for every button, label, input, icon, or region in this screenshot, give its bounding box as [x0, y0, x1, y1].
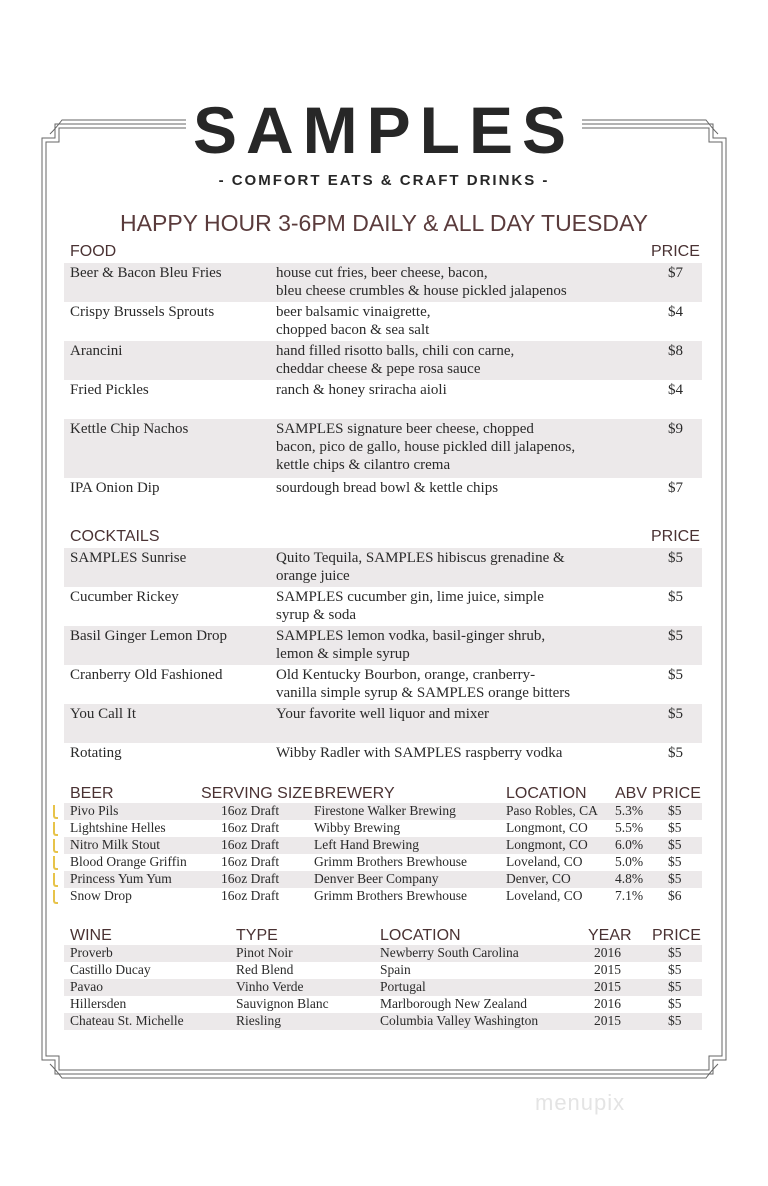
- item-name: Snow Drop: [70, 888, 132, 903]
- item-year: 2015: [594, 979, 621, 994]
- wine-type-heading: TYPE: [236, 927, 278, 944]
- item-description: SAMPLES cucumber gin, lime juice, simple: [276, 589, 544, 605]
- logo: SAMPLES: [192, 93, 576, 167]
- cocktails-item: [64, 665, 702, 704]
- item-price: $5: [668, 945, 682, 960]
- item-name: Castillo Ducay: [70, 962, 151, 977]
- wine-item: [64, 945, 702, 962]
- item-name: Basil Ginger Lemon Drop: [70, 628, 228, 644]
- item-size: 16oz Draft: [221, 888, 280, 903]
- beer-brewery-heading: BREWERY: [314, 785, 395, 802]
- wine-item: [64, 979, 702, 996]
- item-price: $7: [668, 480, 683, 496]
- item-price: $5: [668, 803, 682, 818]
- item-price: $4: [668, 304, 683, 320]
- item-description: Quito Tequila, SAMPLES hibiscus grenadine &: [276, 550, 565, 566]
- item-description: syrup & soda: [276, 607, 356, 623]
- item-brewery: Wibby Brewing: [314, 820, 401, 835]
- item-name: Cucumber Rickey: [70, 589, 179, 605]
- item-size: 16oz Draft: [221, 854, 280, 869]
- item-price: $5: [668, 628, 683, 644]
- beer-tap-icon: [53, 856, 58, 870]
- cocktails-item: [64, 548, 702, 587]
- item-name: Kettle Chip Nachos: [70, 421, 189, 437]
- item-location: Marlborough New Zealand: [380, 996, 527, 1011]
- item-name: Nitro Milk Stout: [70, 837, 161, 852]
- item-price: $5: [668, 667, 683, 683]
- item-location: Newberry South Carolina: [380, 945, 519, 960]
- item-location: Paso Robles, CA: [506, 803, 598, 818]
- item-name: Arancini: [70, 343, 123, 359]
- item-description: hand filled risotto balls, chili con carne,: [276, 343, 515, 359]
- item-price: $5: [668, 837, 682, 852]
- cocktails-item: [64, 626, 702, 665]
- beer-item: [64, 854, 702, 871]
- item-name: Crispy Brussels Sprouts: [70, 304, 215, 320]
- tagline: - COMFORT EATS & CRAFT DRINKS -: [218, 172, 550, 189]
- item-description: orange juice: [276, 568, 350, 584]
- item-description: Old Kentucky Bourbon, orange, cranberry-: [276, 667, 536, 683]
- item-name: Rotating: [70, 745, 122, 761]
- item-name: Beer & Bacon Bleu Fries: [70, 265, 222, 281]
- item-description: ranch & honey sriracha aioli: [276, 382, 447, 398]
- beer-tap-icon: [53, 890, 58, 904]
- wine-location-heading: LOCATION: [380, 927, 461, 944]
- beer-size-heading: SERVING SIZE: [201, 785, 313, 802]
- item-description: cheddar cheese & pepe rosa sauce: [276, 361, 481, 377]
- item-name: You Call It: [70, 706, 136, 722]
- food-item: [64, 478, 702, 517]
- item-description: beer balsamic vinaigrette,: [276, 304, 431, 320]
- wine-item: [64, 996, 702, 1013]
- item-price: $5: [668, 854, 682, 869]
- beer-item: [64, 820, 702, 837]
- item-location: Loveland, CO: [506, 888, 583, 903]
- item-description: house cut fries, beer cheese, bacon,: [276, 265, 488, 281]
- item-brewery: Firestone Walker Brewing: [314, 803, 456, 818]
- item-name: Proverb: [70, 945, 113, 960]
- item-type: Sauvignon Blanc: [236, 996, 329, 1011]
- beer-item: [64, 803, 702, 820]
- item-price: $5: [668, 550, 683, 566]
- wine-year-heading: YEAR: [588, 927, 632, 944]
- item-type: Vinho Verde: [236, 979, 304, 994]
- food-item: [64, 419, 702, 478]
- item-name: Cranberry Old Fashioned: [70, 667, 223, 683]
- item-name: SAMPLES Sunrise: [70, 550, 187, 566]
- item-abv: 4.8%: [615, 871, 644, 886]
- item-price: $5: [668, 962, 682, 977]
- item-name: Hillersden: [70, 996, 127, 1011]
- wine-heading: WINE: [70, 927, 112, 944]
- item-abv: 5.5%: [615, 820, 644, 835]
- item-price: $5: [668, 996, 682, 1011]
- item-location: Columbia Valley Washington: [380, 1013, 539, 1028]
- item-price: $8: [668, 343, 683, 359]
- item-description: lemon & simple syrup: [276, 646, 410, 662]
- item-description: vanilla simple syrup & SAMPLES orange bitters: [276, 685, 571, 701]
- item-name: Chateau St. Michelle: [70, 1013, 184, 1028]
- item-location: Loveland, CO: [506, 854, 583, 869]
- food-item: [64, 263, 702, 302]
- beer-item: [64, 871, 702, 888]
- item-name: Princess Yum Yum: [70, 871, 172, 886]
- item-type: Pinot Noir: [236, 945, 293, 960]
- food-item: [64, 380, 702, 419]
- item-description: bacon, pico de gallo, house pickled dill jalapenos,: [276, 439, 576, 455]
- beer-heading: BEER: [70, 785, 114, 802]
- item-year: 2016: [594, 996, 621, 1011]
- item-price: $5: [668, 589, 683, 605]
- item-name: Lightshine Helles: [70, 820, 166, 835]
- item-size: 16oz Draft: [221, 871, 280, 886]
- watermark: menupix: [535, 1090, 626, 1115]
- food-item: [64, 341, 702, 380]
- item-name: Blood Orange Griffin: [70, 854, 187, 869]
- beer-tap-icon: [53, 822, 58, 836]
- beer-price-heading: PRICE: [652, 785, 701, 802]
- beer-item: [64, 837, 702, 854]
- item-brewery: Grimm Brothers Brewhouse: [314, 888, 467, 903]
- wine-item: [64, 962, 702, 979]
- item-abv: 7.1%: [615, 888, 644, 903]
- food-item: [64, 302, 702, 341]
- item-price: $5: [668, 871, 682, 886]
- item-abv: 6.0%: [615, 837, 644, 852]
- beer-tap-icon: [53, 805, 58, 819]
- item-price: $5: [668, 1013, 682, 1028]
- item-location: Denver, CO: [506, 871, 571, 886]
- item-price: $5: [668, 820, 682, 835]
- item-year: 2016: [594, 945, 621, 960]
- happy-hour-title: HAPPY HOUR 3-6PM DAILY & ALL DAY TUESDAY: [120, 210, 648, 236]
- item-description: Your favorite well liquor and mixer: [276, 706, 490, 722]
- item-brewery: Left Hand Brewing: [314, 837, 419, 852]
- item-brewery: Grimm Brothers Brewhouse: [314, 854, 467, 869]
- cocktails-item: [64, 743, 702, 782]
- cocktails-heading: COCKTAILS: [70, 528, 160, 545]
- item-description: sourdough bread bowl & kettle chips: [276, 480, 499, 496]
- cocktails-item: [64, 704, 702, 743]
- item-name: Pavao: [70, 979, 103, 994]
- beer-tap-icon: [53, 839, 58, 853]
- item-description: bleu cheese crumbles & house pickled jalapenos: [276, 283, 567, 299]
- item-type: Riesling: [236, 1013, 282, 1028]
- item-brewery: Denver Beer Company: [314, 871, 439, 886]
- food-heading: FOOD: [70, 243, 117, 260]
- beer-item: [64, 888, 702, 905]
- item-location: Spain: [380, 962, 411, 977]
- item-description: SAMPLES lemon vodka, basil-ginger shrub,: [276, 628, 546, 644]
- beer-tap-icon: [53, 873, 58, 887]
- item-year: 2015: [594, 962, 621, 977]
- food-price-heading: PRICE: [651, 243, 700, 260]
- item-name: Fried Pickles: [70, 382, 149, 398]
- item-location: Longmont, CO: [506, 820, 588, 835]
- item-description: Wibby Radler with SAMPLES raspberry vodka: [276, 745, 563, 761]
- item-price: $7: [668, 265, 683, 281]
- item-description: kettle chips & cilantro crema: [276, 457, 451, 473]
- item-name: Pivo Pils: [70, 803, 119, 818]
- beer-location-heading: LOCATION: [506, 785, 587, 802]
- item-name: IPA Onion Dip: [70, 480, 160, 496]
- item-price: $5: [668, 979, 682, 994]
- cocktails-item: [64, 587, 702, 626]
- item-abv: 5.3%: [615, 803, 644, 818]
- item-price: $9: [668, 421, 683, 437]
- item-type: Red Blend: [236, 962, 294, 977]
- item-price: $5: [668, 745, 683, 761]
- item-description: SAMPLES signature beer cheese, chopped: [276, 421, 534, 437]
- item-size: 16oz Draft: [221, 803, 280, 818]
- item-location: Portugal: [380, 979, 426, 994]
- cocktails-price-heading: PRICE: [651, 528, 700, 545]
- wine-item: [64, 1013, 702, 1030]
- item-description: chopped bacon & sea salt: [276, 322, 430, 338]
- item-price: $5: [668, 706, 683, 722]
- item-location: Longmont, CO: [506, 837, 588, 852]
- item-year: 2015: [594, 1013, 621, 1028]
- item-price: $6: [668, 888, 682, 903]
- item-size: 16oz Draft: [221, 820, 280, 835]
- beer-abv-heading: ABV: [615, 785, 648, 802]
- wine-price-heading: PRICE: [652, 927, 701, 944]
- item-size: 16oz Draft: [221, 837, 280, 852]
- item-price: $4: [668, 382, 683, 398]
- item-abv: 5.0%: [615, 854, 644, 869]
